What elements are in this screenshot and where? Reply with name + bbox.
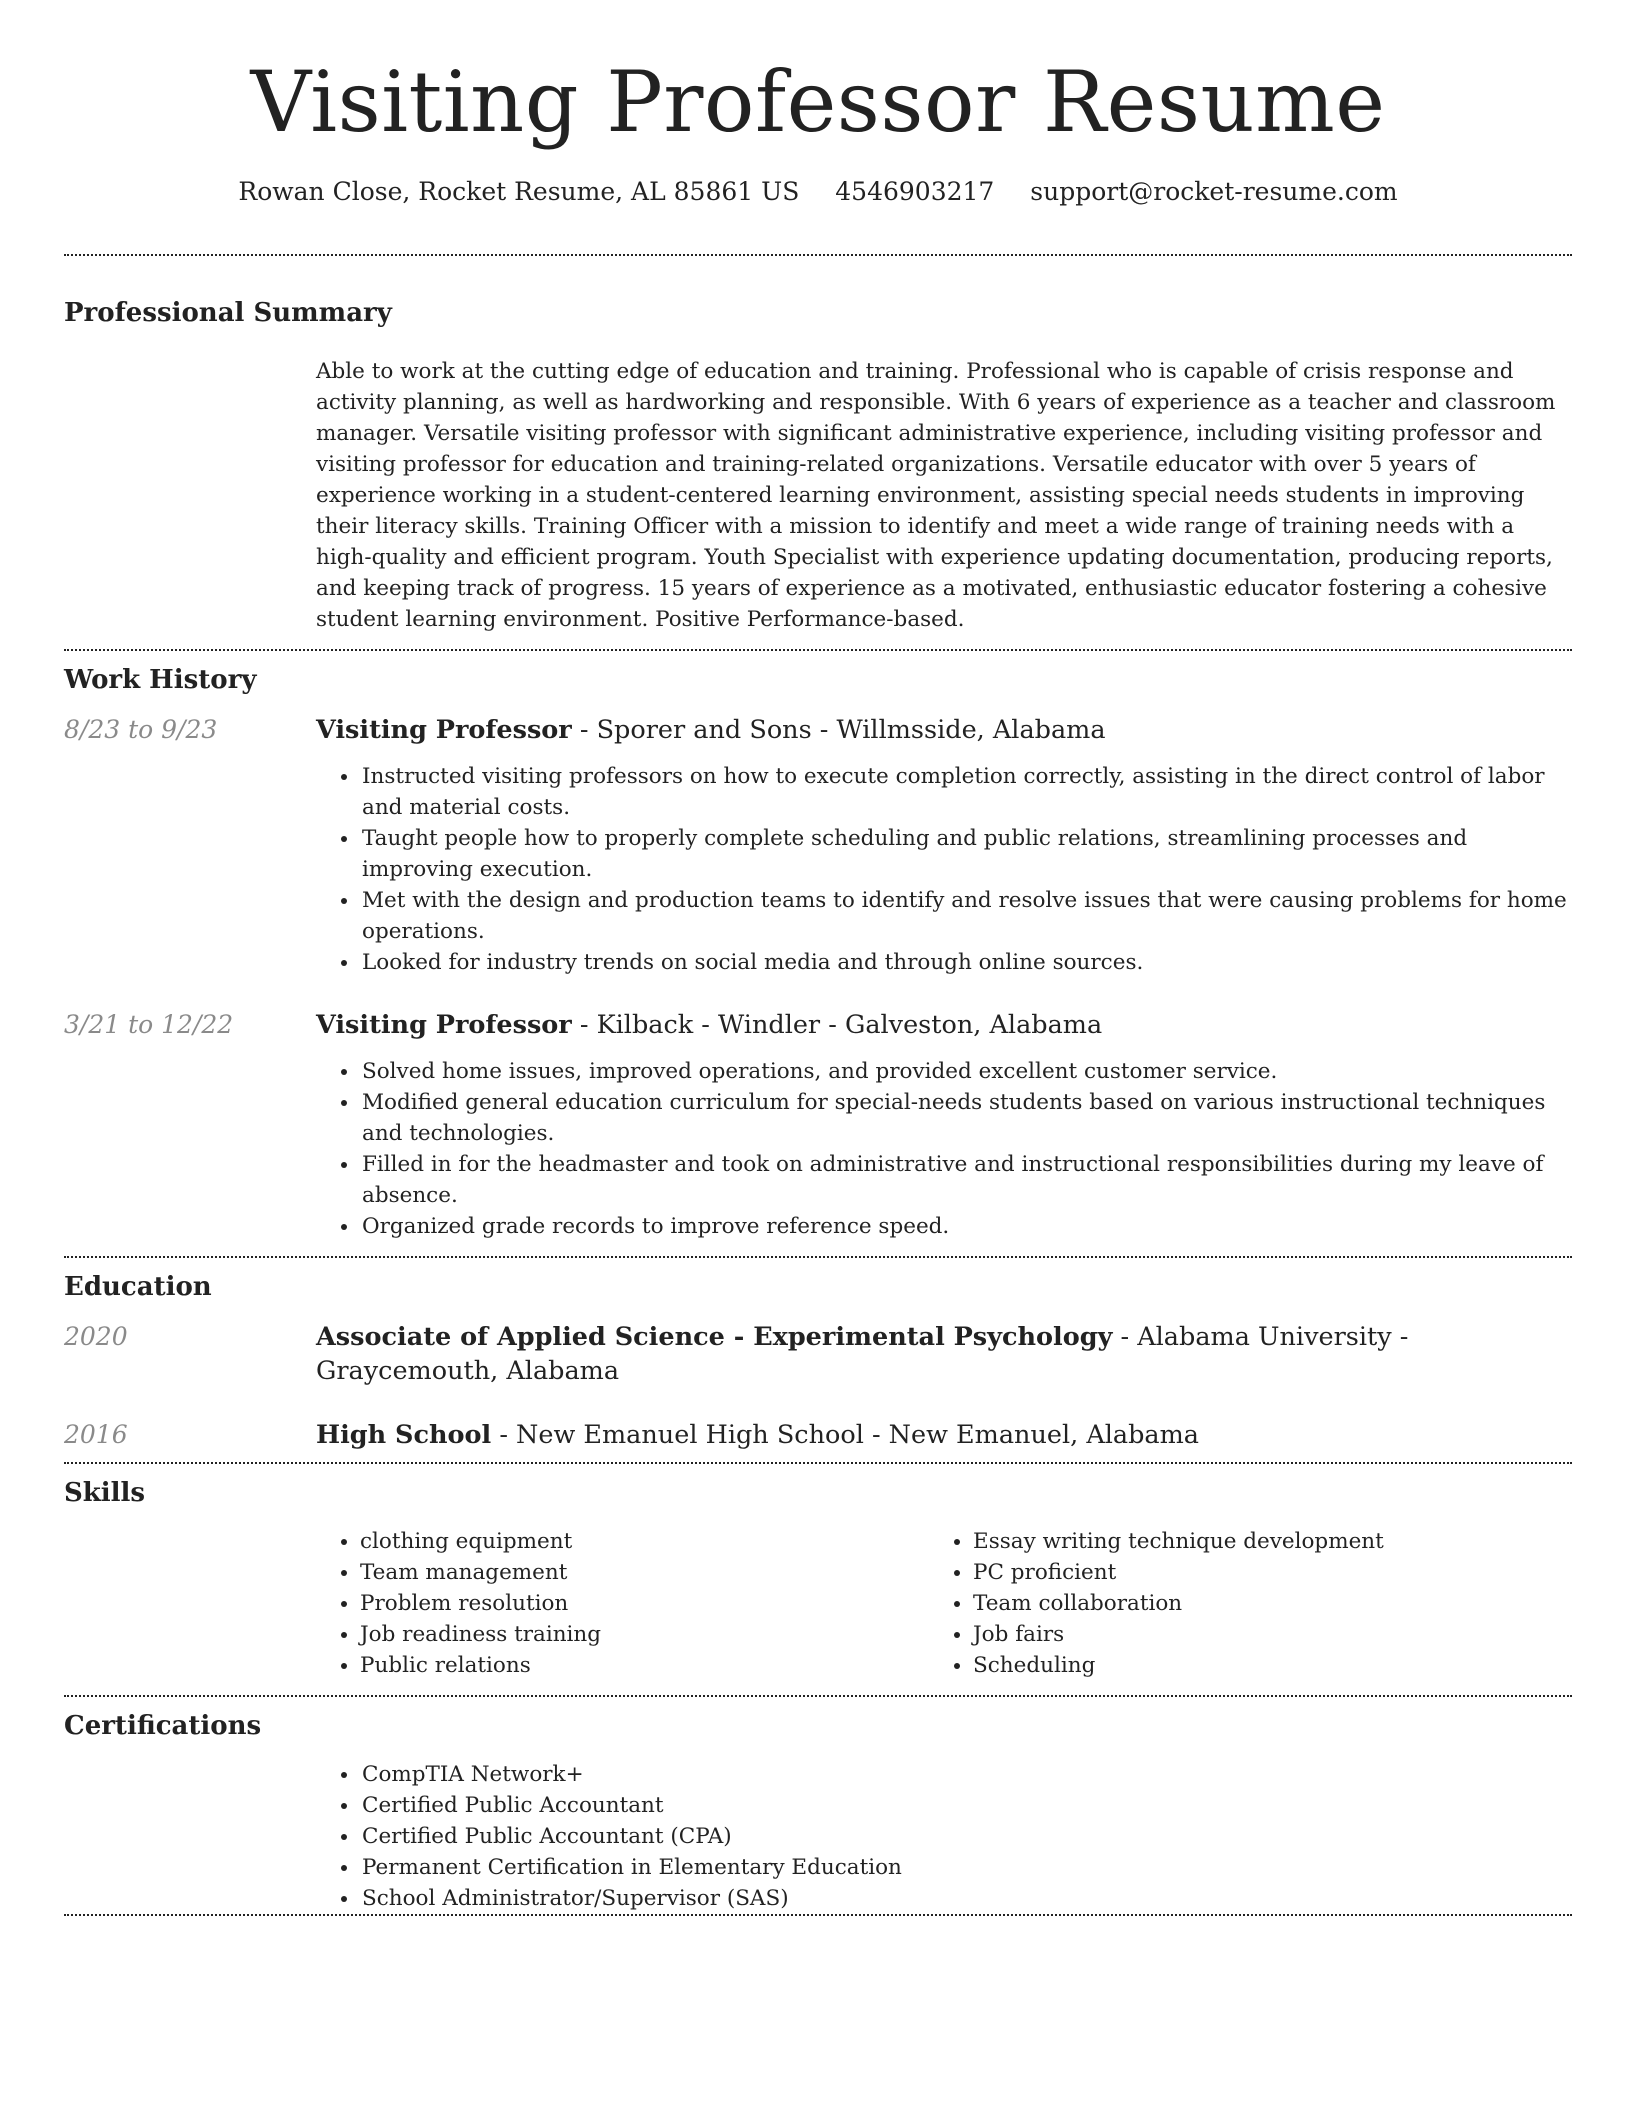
education-degree: High School: [316, 1420, 492, 1450]
education-heading: [316, 1320, 1572, 1388]
list-item: • Looked for industry trends on social media and through online sources.: [360, 947, 1572, 978]
certifications-list: [316, 1759, 1572, 1914]
resume-page: [64, 0, 1572, 1916]
certification-item: • Certified Public Accountant: [360, 1790, 1572, 1821]
list-item: • Solved home issues, improved operations, and provided excellent customer service.: [360, 1056, 1572, 1087]
education-school-location: - Alabama University - Graycemouth, Alabama: [316, 1322, 1409, 1386]
skill-item: • Problem resolution: [360, 1588, 929, 1619]
section-title-work-history: Work History: [64, 665, 257, 695]
job-role: Visiting Professor: [316, 715, 572, 745]
certification-item: • School Administrator/Supervisor (SAS): [360, 1883, 1572, 1914]
skill-item: • clothing equipment: [360, 1526, 929, 1557]
education-year: 2020: [64, 1322, 128, 1351]
certification-item: • Certified Public Accountant (CPA): [360, 1821, 1572, 1852]
education-year: 2016: [64, 1420, 128, 1449]
certification-item: • Permanent Certification in Elementary Education: [360, 1852, 1572, 1883]
skill-item: • Team management: [360, 1557, 929, 1588]
skills-column: [316, 1526, 929, 1681]
job-bullets: [316, 1056, 1572, 1242]
skill-item: • Team collaboration: [973, 1588, 1572, 1619]
list-item: • Organized grade records to improve reference speed.: [360, 1211, 1572, 1242]
section-title-skills: Skills: [64, 1478, 146, 1508]
divider: [64, 1462, 1572, 1464]
section-title-certifications: Certifications: [64, 1711, 262, 1741]
job-bullets: [316, 761, 1572, 978]
divider: [64, 1695, 1572, 1697]
job-dates: 8/23 to 9/23: [64, 715, 218, 744]
divider: [64, 254, 1572, 256]
job-heading: [316, 1008, 1102, 1042]
list-item: • Instructed visiting professors on how to execute completion correctly, assisting in the direct control of labor and material costs.: [360, 761, 1572, 823]
list-item: • Met with the design and production teams to identify and resolve issues that were causing problems for home operations.: [360, 885, 1572, 947]
skills-list: [316, 1526, 1572, 1681]
education-degree: Associate of Applied Science - Experimental Psychology: [316, 1322, 1113, 1352]
contact-email: support@rocket-resume.com: [1030, 177, 1398, 206]
summary-text: Able to work at the cutting edge of education and training. Professional who is capable of crisis response and activity planning, as well as hardworking and responsible. With 6 years of experience as a teacher and classroom manager. Versatile visiting professor with significant administrative experience, including visiting professor and visiting professor for education and training-related organizations. Versatile educator with over 5 years of experience working in a student-centered learning environment, assisting special needs students in improving their literacy skills. Training Officer with a mission to identify and meet a wide range of training needs with a high-quality and efficient program. Youth Specialist with experience updating documentation, producing reports, and keeping track of progress. 15 years of experience as a motivated, enthusiastic educator fostering a cohesive student learning environment. Positive Performance-based.: [316, 359, 1556, 632]
education-entry: [64, 1320, 1572, 1388]
list-item: • Filled in for the headmaster and took on administrative and instructional responsibilities during my leave of absence.: [360, 1149, 1572, 1211]
divider: [64, 1256, 1572, 1258]
contact-line: [64, 176, 1572, 208]
job-role: Visiting Professor: [316, 1010, 572, 1040]
job-entry: [64, 1008, 1572, 1242]
education-heading: [316, 1418, 1199, 1452]
skill-item: • PC proficient: [973, 1557, 1572, 1588]
skill-item: • Job fairs: [973, 1619, 1572, 1650]
education-entry: [64, 1418, 1572, 1452]
job-heading: [316, 713, 1106, 747]
skill-item: • Scheduling: [973, 1650, 1572, 1681]
education-school-location: - New Emanuel High School - New Emanuel, Alabama: [491, 1420, 1200, 1450]
job-employer-location: - Kilback - Windler - Galveston, Alabama: [571, 1010, 1103, 1040]
contact-phone: 4546903217: [835, 177, 995, 206]
skill-item: • Essay writing technique development: [973, 1526, 1572, 1557]
certification-item: • CompTIA Network+: [360, 1759, 1572, 1790]
skill-item: • Job readiness training: [360, 1619, 929, 1650]
list-item: • Taught people how to properly complete scheduling and public relations, streamlining processes and improving execution.: [360, 823, 1572, 885]
divider: [64, 649, 1572, 651]
skills-column: [929, 1526, 1572, 1681]
list-item: • Modified general education curriculum for special-needs students based on various instructional techniques and technologies.: [360, 1087, 1572, 1149]
job-entry: [64, 713, 1572, 978]
section-title-education: Education: [64, 1272, 212, 1302]
job-dates: 3/21 to 12/22: [64, 1010, 234, 1039]
skill-item: • Public relations: [360, 1650, 929, 1681]
section-title-summary: Professional Summary: [64, 298, 392, 328]
job-employer-location: - Sporer and Sons - Willmsside, Alabama: [571, 715, 1106, 745]
contact-address: Rowan Close, Rocket Resume, AL 85861 US: [238, 177, 800, 206]
divider: [64, 1914, 1572, 1916]
resume-title: Visiting Professor Resume: [250, 53, 1386, 151]
